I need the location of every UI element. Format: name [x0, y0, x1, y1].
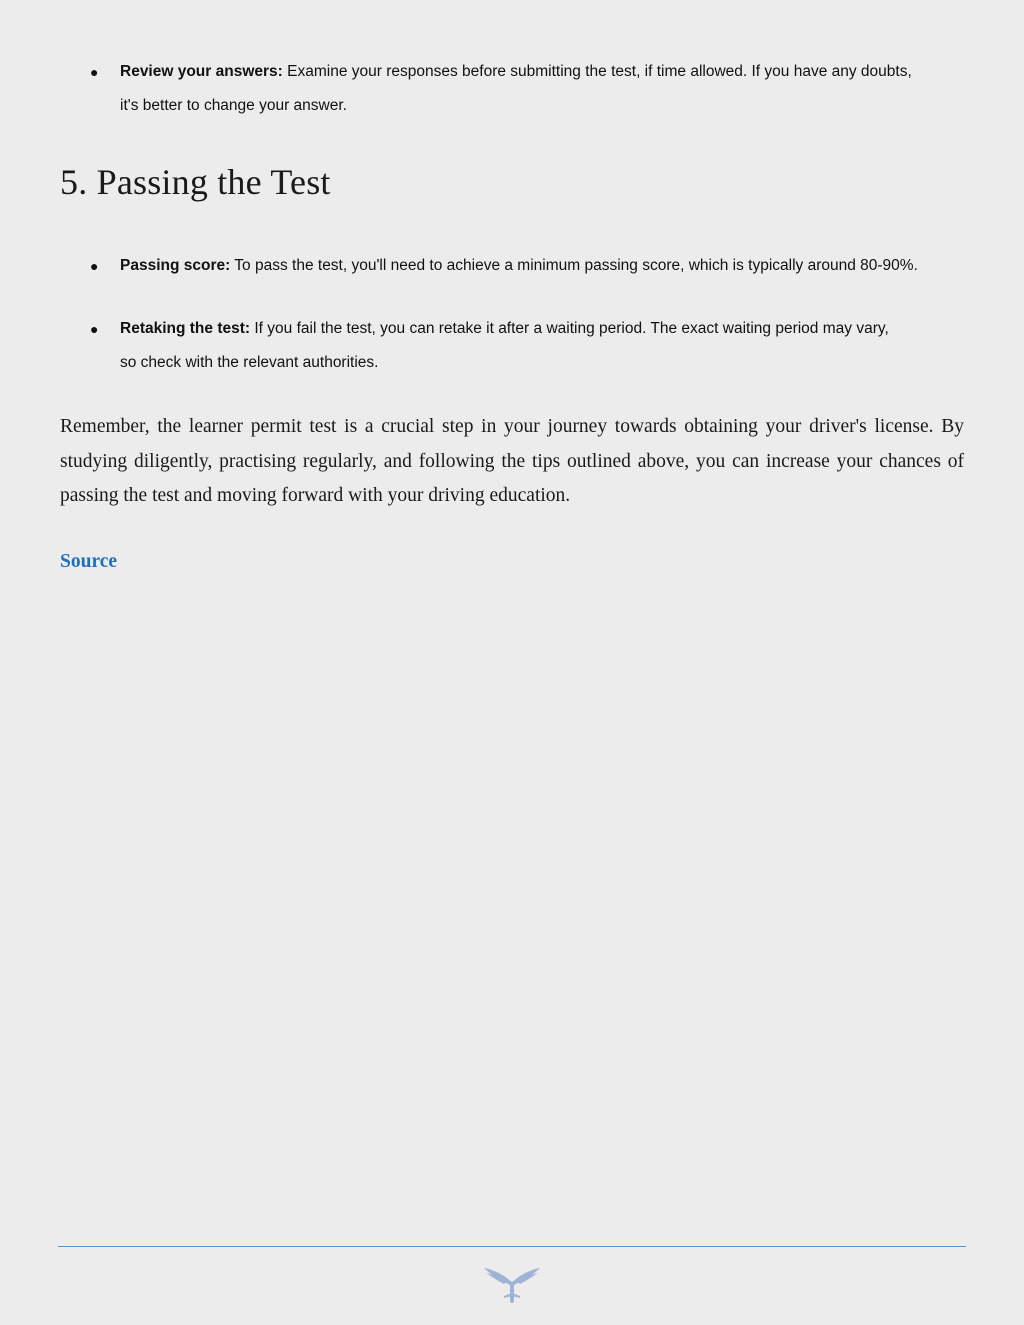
bullet-body-line1: Examine your responses before submitting the test, if time allowed. If you have any doubts,: [282, 63, 912, 80]
footer-divider: [58, 1246, 966, 1247]
bullet-text: [120, 249, 990, 283]
bullet-body-line2: it's better to change your answer.: [120, 97, 347, 114]
bullet-label: Retaking the test:: [120, 320, 251, 337]
section-heading: 5. Passing the Test: [60, 162, 331, 202]
bullet-label: Review your answers:: [120, 63, 283, 80]
bullet-text: [120, 55, 966, 123]
bullet-label: Passing score:: [120, 257, 231, 274]
bullet-body-line2: so check with the relevant authorities.: [120, 354, 379, 371]
closing-paragraph: Remember, the learner permit test is a crucial step in your journey towards obtaining your driver's license. By studying diligently, practising regularly, and following the tips outlined above, you can increase your chances of passing the test and moving forward with your driving education.: [60, 416, 964, 506]
bullet-marker: ●: [90, 321, 99, 337]
airplane-logo-icon: [482, 1262, 542, 1304]
source-link[interactable]: Source: [60, 551, 118, 572]
bullet-text: [120, 312, 966, 380]
bullet-marker: ●: [90, 64, 99, 80]
bullet-body-line1: To pass the test, you'll need to achieve a minimum passing score, which is typically around 80-90%.: [230, 257, 918, 274]
bullet-body-line1: If you fail the test, you can retake it after a waiting period. The exact waiting period may vary,: [250, 320, 889, 337]
bullet-marker: ●: [90, 258, 99, 274]
